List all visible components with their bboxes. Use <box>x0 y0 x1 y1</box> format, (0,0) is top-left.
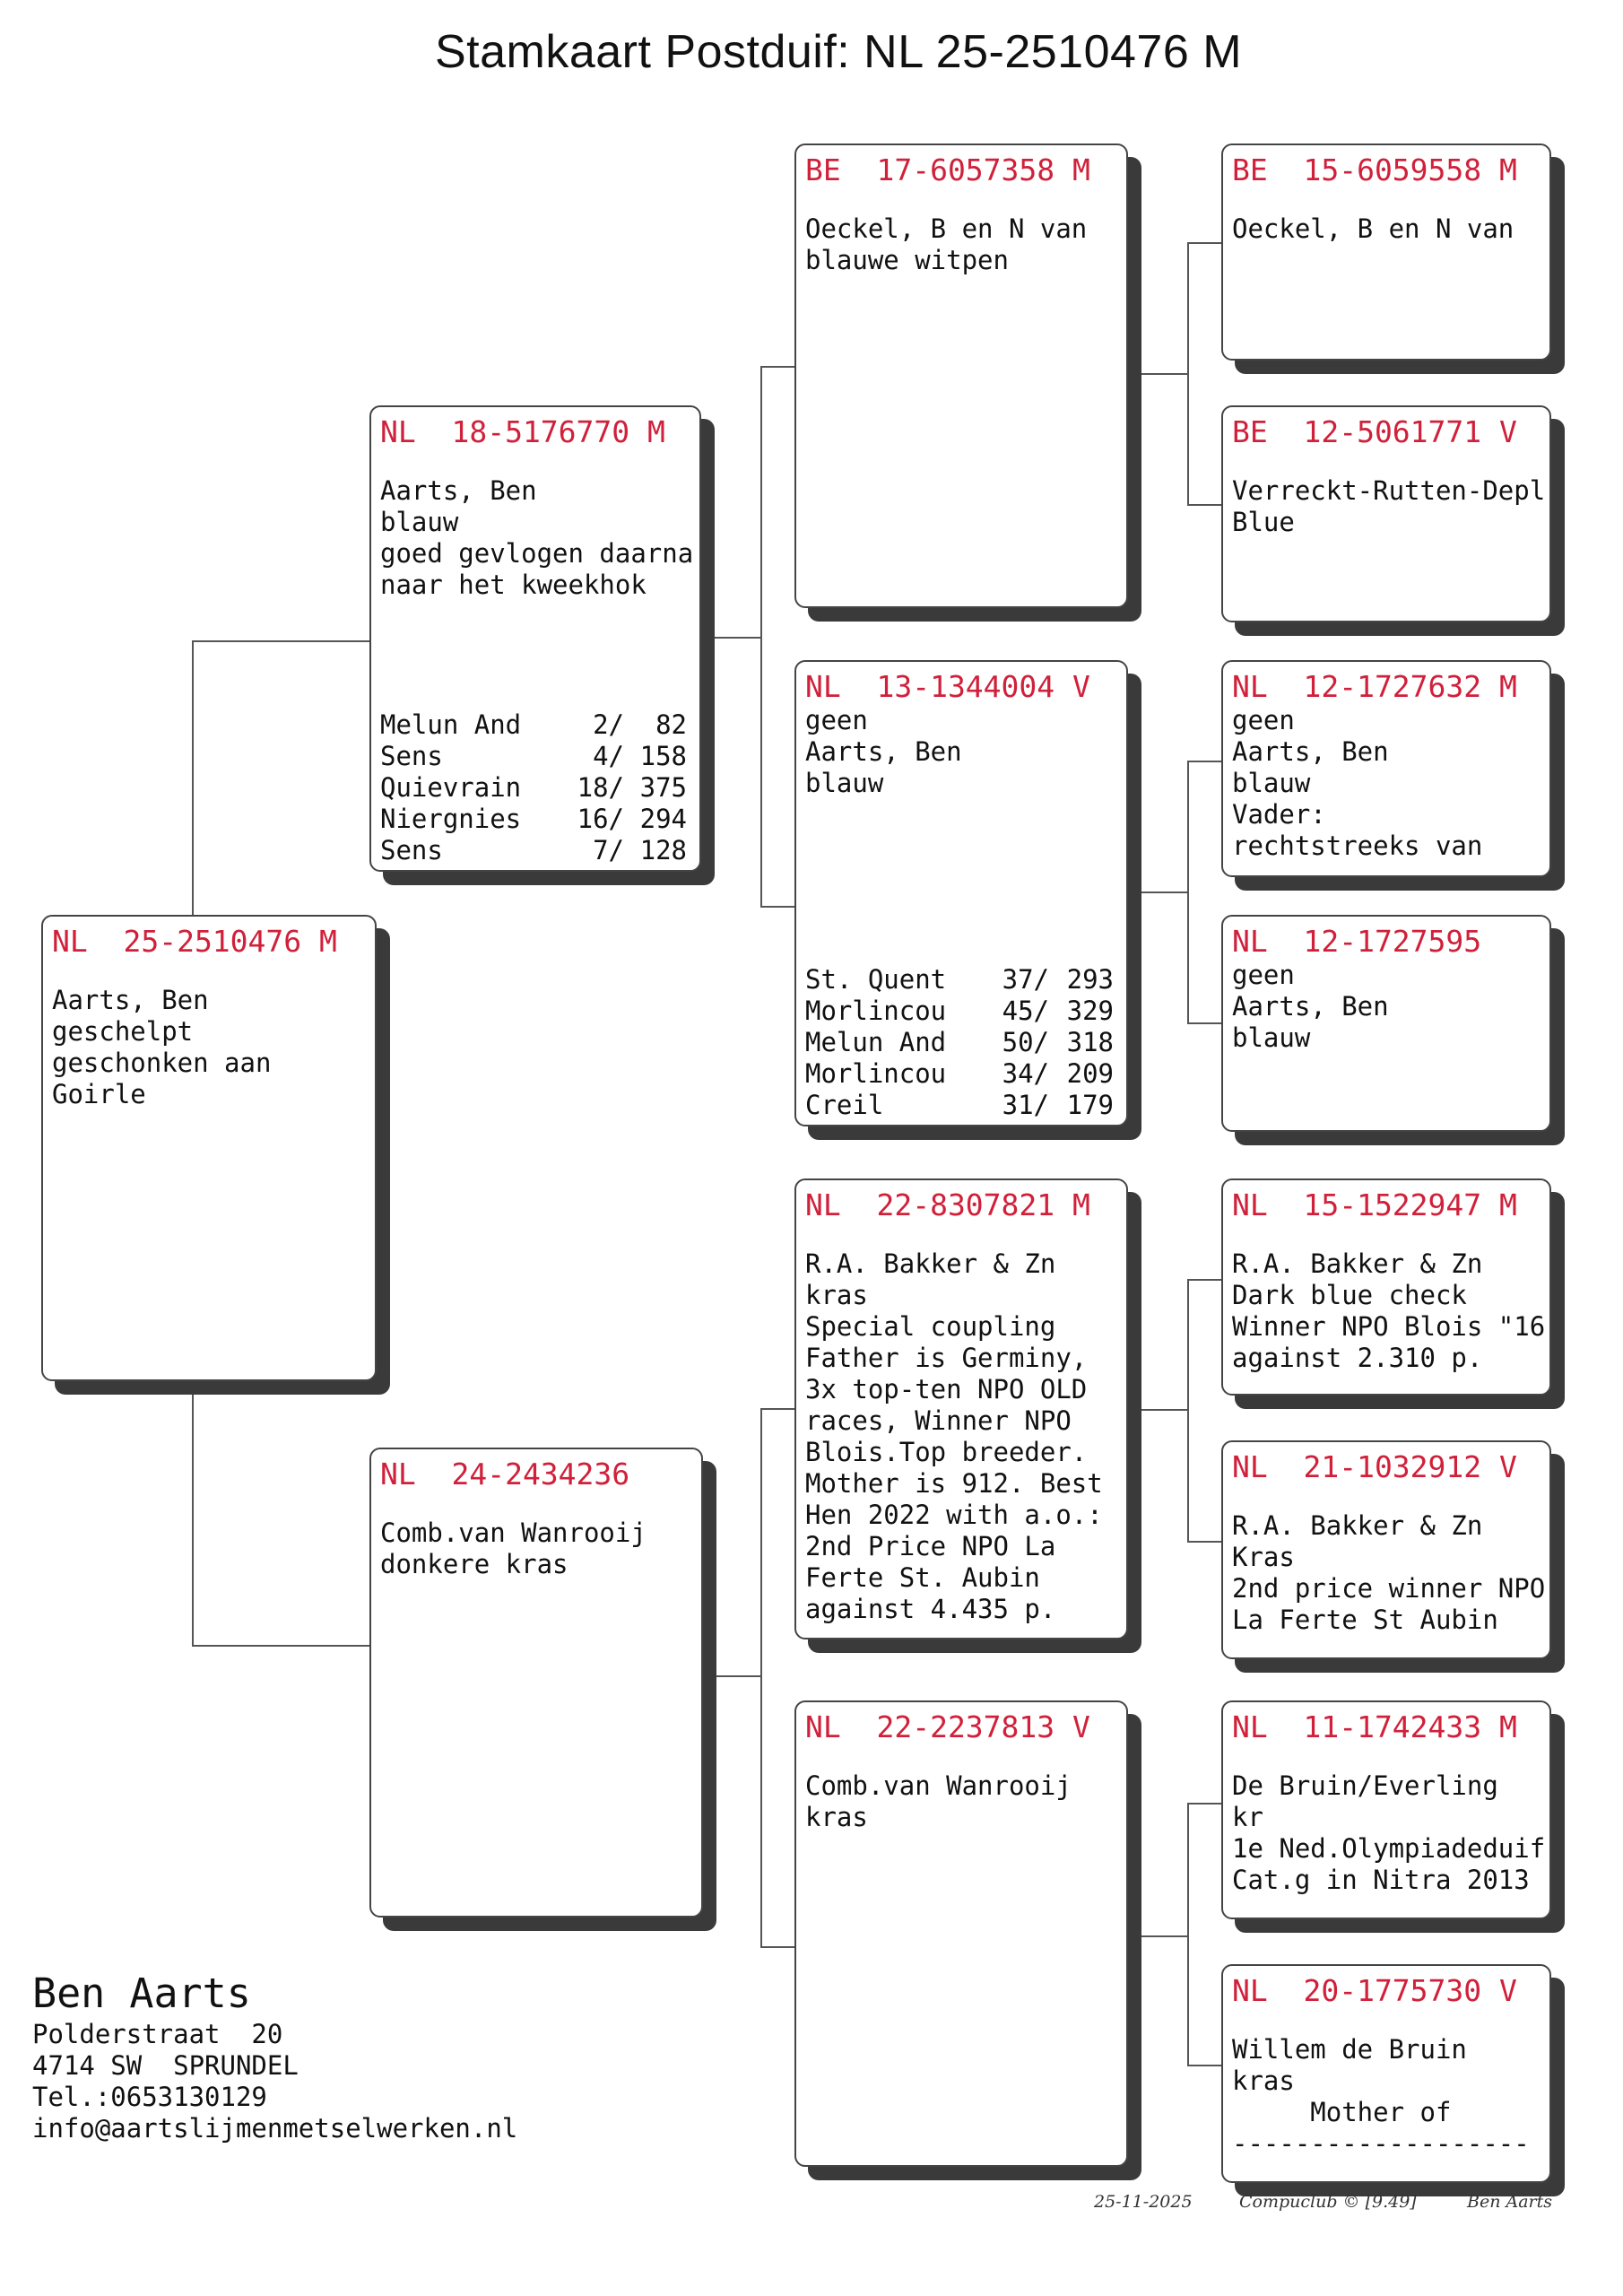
info-line: Kras <box>1232 1542 1295 1572</box>
race-place: Niergnies <box>380 804 522 834</box>
owner-name: Ben Aarts <box>32 1970 251 2017</box>
info-line: Oeckel, B en N van <box>805 213 1088 244</box>
info-line: 2nd Price NPO La <box>805 1531 1056 1561</box>
race-position: 16/ <box>577 804 624 834</box>
grandmother-paternal-card[interactable] <box>794 660 1128 1126</box>
ring-number: BE 15-6059558 M <box>1232 152 1517 187</box>
info-line: Winner NPO Blois "16 <box>1232 1311 1546 1342</box>
owner-info <box>32 1969 517 2144</box>
info-line: kras <box>805 1280 868 1310</box>
race-result-row <box>380 772 687 804</box>
connector-line <box>760 366 762 908</box>
ring-number: NL 11-1742433 M <box>1232 1709 1517 1744</box>
ring-number: NL 18-5176770 M <box>380 414 665 449</box>
info-line: R.A. Bakker & Zn <box>1232 1510 1483 1541</box>
info-line: Aarts, Ben <box>805 736 962 767</box>
connector-line <box>1187 761 1189 1024</box>
info-line: blauw <box>1232 768 1311 798</box>
info-line: 3x top-ten NPO OLD <box>805 1374 1088 1405</box>
info-line: Verreckt-Rutten-Depl <box>1232 475 1546 506</box>
info-line: 1e Ned.Olympiadeduif <box>1232 1833 1546 1864</box>
footer-software: Compuclub © [9.49] <box>1239 2192 1417 2212</box>
race-result-row <box>805 1027 1114 1058</box>
footer-date: 25-11-2025 <box>1094 2192 1193 2212</box>
info-line: Father is Germiny, <box>805 1343 1088 1373</box>
ring-number: NL 22-8307821 M <box>805 1187 1090 1222</box>
info-line: geen <box>805 705 868 735</box>
info-line: Oeckel, B en N van <box>1232 213 1515 244</box>
owner-city: 4714 SW SPRUNDEL <box>32 2050 299 2081</box>
owner-address: Polderstraat 20 <box>32 2019 283 2049</box>
info-line: blauw <box>805 768 884 798</box>
ring-number: NL 24-2434236 <box>380 1457 630 1492</box>
great-grandparent-card[interactable] <box>1221 1440 1551 1659</box>
great-grandparent-card[interactable] <box>1221 405 1551 622</box>
info-line: R.A. Bakker & Zn <box>1232 1248 1483 1279</box>
race-result-row <box>805 1058 1114 1090</box>
race-total: 158 <box>639 741 687 771</box>
race-position: 7/ <box>593 835 624 865</box>
info-line: geen <box>1232 705 1295 735</box>
connector-line <box>192 640 194 915</box>
race-position: 4/ <box>593 741 624 771</box>
info-line: Hen 2022 with a.o.: <box>805 1500 1103 1530</box>
race-result-row <box>805 964 1114 996</box>
connector-line <box>760 1946 794 1948</box>
ring-number: NL 15-1522947 M <box>1232 1187 1517 1222</box>
footer-user: Ben Aarts <box>1467 2192 1552 2212</box>
race-position: 18/ <box>577 772 624 803</box>
race-place: Sens <box>380 741 443 771</box>
race-result-row <box>380 709 687 741</box>
info-line: against 4.435 p. <box>805 1594 1056 1624</box>
race-place: Morlincou <box>805 996 947 1026</box>
great-grandparent-card[interactable] <box>1221 1700 1551 1919</box>
connector-line <box>1187 1803 1221 1805</box>
race-total: 329 <box>1066 996 1114 1026</box>
info-line: geschonken aan <box>52 1048 272 1078</box>
race-total: 293 <box>1066 964 1114 995</box>
race-place: Quievrain <box>380 772 522 803</box>
race-total: 209 <box>1066 1058 1114 1089</box>
race-position: 37/ <box>1002 964 1049 995</box>
info-line: R.A. Bakker & Zn <box>805 1248 1056 1279</box>
ring-number: NL 12-1727595 <box>1232 924 1482 959</box>
race-total: 318 <box>1066 1027 1114 1057</box>
info-line: Mother of <box>1232 2097 1452 2127</box>
connector-line <box>1139 891 1189 893</box>
info-line: Willem de Bruin <box>1232 2034 1467 2065</box>
race-total: 179 <box>1066 1090 1114 1120</box>
great-grandparent-card[interactable] <box>1221 660 1551 877</box>
info-line: blauwe witpen <box>805 245 1009 275</box>
info-line: goed gevlogen daarna <box>380 538 694 569</box>
info-line: Dark blue check <box>1232 1280 1467 1310</box>
info-line: naar het kweekhok <box>380 570 647 600</box>
ring-number: NL 22-2237813 V <box>805 1709 1090 1744</box>
connector-line <box>1187 1279 1189 1543</box>
ring-number: NL 13-1344004 V <box>805 669 1090 704</box>
race-results <box>805 964 1114 1121</box>
connector-line <box>1139 1409 1189 1411</box>
race-result-row <box>380 741 687 772</box>
info-line: geen <box>1232 960 1295 990</box>
connector-line <box>1187 504 1221 506</box>
race-total: 375 <box>639 772 687 803</box>
connector-line <box>1187 1803 1189 2066</box>
info-line: La Ferte St Aubin <box>1232 1605 1498 1635</box>
race-result-row <box>380 804 687 835</box>
connector-line <box>713 1675 762 1677</box>
connector-line <box>713 637 762 639</box>
info-line: Goirle <box>52 1079 146 1109</box>
connector-line <box>1187 761 1221 762</box>
grandfather-paternal-card[interactable] <box>794 144 1128 608</box>
info-line: Comb.van Wanrooij <box>805 1770 1072 1801</box>
info-line: geschelpt <box>52 1016 194 1047</box>
grandmother-maternal-card[interactable] <box>794 1700 1128 2167</box>
connector-line <box>1187 2065 1221 2066</box>
info-line: blauw <box>1232 1022 1311 1053</box>
info-line: Aarts, Ben <box>380 475 537 506</box>
connector-line <box>1187 1541 1221 1543</box>
info-line: against 2.310 p. <box>1232 1343 1483 1373</box>
ring-number: NL 25-2510476 M <box>52 924 337 959</box>
info-line: Aarts, Ben <box>1232 991 1389 1022</box>
race-place: Morlincou <box>805 1058 947 1089</box>
connector-line <box>1187 1279 1221 1281</box>
ring-number: NL 20-1775730 V <box>1232 1973 1517 2008</box>
race-position: 2/ <box>593 709 624 740</box>
race-place: Melun And <box>380 709 522 740</box>
father-card[interactable] <box>369 405 701 872</box>
race-total: 294 <box>639 804 687 834</box>
connector-line <box>1139 1935 1189 1937</box>
connector-line <box>1139 373 1189 375</box>
connector-line <box>192 640 369 642</box>
mother-card[interactable] <box>369 1448 703 1918</box>
connector-line <box>760 1408 794 1410</box>
info-line: Blue <box>1232 507 1295 537</box>
info-line: Aarts, Ben <box>1232 736 1389 767</box>
info-line: donkere kras <box>380 1549 568 1579</box>
race-place: Melun And <box>805 1027 947 1057</box>
connector-line <box>760 1408 762 1948</box>
race-total: 82 <box>655 709 687 740</box>
connector-line <box>192 1645 369 1647</box>
connector-line <box>1187 242 1221 244</box>
info-line: blauw <box>380 507 459 537</box>
info-line: 2nd price winner NPO <box>1232 1573 1546 1604</box>
info-line: Aarts, Ben <box>52 985 209 1015</box>
great-grandparent-card[interactable] <box>1221 915 1551 1132</box>
race-place: Creil <box>805 1090 884 1120</box>
ring-number: NL 21-1032912 V <box>1232 1449 1517 1484</box>
info-line: Blois.Top breeder. <box>805 1437 1088 1467</box>
race-position: 50/ <box>1002 1027 1049 1057</box>
owner-phone: Tel.:0653130129 <box>32 2082 267 2112</box>
connector-line <box>192 1388 194 1645</box>
info-line: Vader: <box>1232 799 1326 830</box>
info-line: Comb.van Wanrooij <box>380 1518 647 1548</box>
info-line: Ferte St. Aubin <box>805 1562 1040 1593</box>
info-line: De Bruin/Everling <box>1232 1770 1498 1801</box>
info-line: Special coupling <box>805 1311 1056 1342</box>
info-line: kras <box>1232 2066 1295 2096</box>
race-place: Sens <box>380 835 443 865</box>
race-result-row <box>805 1090 1114 1121</box>
ring-number: NL 12-1727632 M <box>1232 669 1517 704</box>
great-grandparent-card[interactable] <box>1221 1178 1551 1396</box>
info-line: rechtstreeks van <box>1232 831 1483 861</box>
connector-line <box>1187 1022 1221 1024</box>
great-grandparent-card[interactable] <box>1221 1964 1551 2183</box>
race-position: 45/ <box>1002 996 1049 1026</box>
info-line: Mother is 912. Best <box>805 1468 1103 1499</box>
race-position: 34/ <box>1002 1058 1049 1089</box>
pigeon-card[interactable] <box>41 915 377 1381</box>
ring-number: BE 17-6057358 M <box>805 152 1090 187</box>
connector-line <box>760 366 794 368</box>
race-result-row <box>805 996 1114 1027</box>
ring-number: BE 12-5061771 V <box>1232 414 1517 449</box>
connector-line <box>1187 242 1189 506</box>
connector-line <box>760 906 794 908</box>
race-results <box>380 709 687 866</box>
info-line: kras <box>805 1802 868 1832</box>
info-line: Cat.g in Nitra 2013 <box>1232 1865 1530 1895</box>
grandfather-maternal-card[interactable] <box>794 1178 1128 1639</box>
info-line: kr <box>1232 1802 1263 1832</box>
race-position: 31/ <box>1002 1090 1049 1120</box>
great-grandparent-card[interactable] <box>1221 144 1551 361</box>
race-total: 128 <box>639 835 687 865</box>
info-line: ------------------- <box>1232 2128 1530 2159</box>
race-result-row <box>380 835 687 866</box>
owner-email[interactable]: info@aartslijmenmetselwerken.nl <box>32 2113 518 2144</box>
page-title: Stamkaart Postduif: NL 25-2510476 M <box>434 26 1243 78</box>
race-place: St. Quent <box>805 964 947 995</box>
info-line: races, Winner NPO <box>805 1405 1072 1436</box>
